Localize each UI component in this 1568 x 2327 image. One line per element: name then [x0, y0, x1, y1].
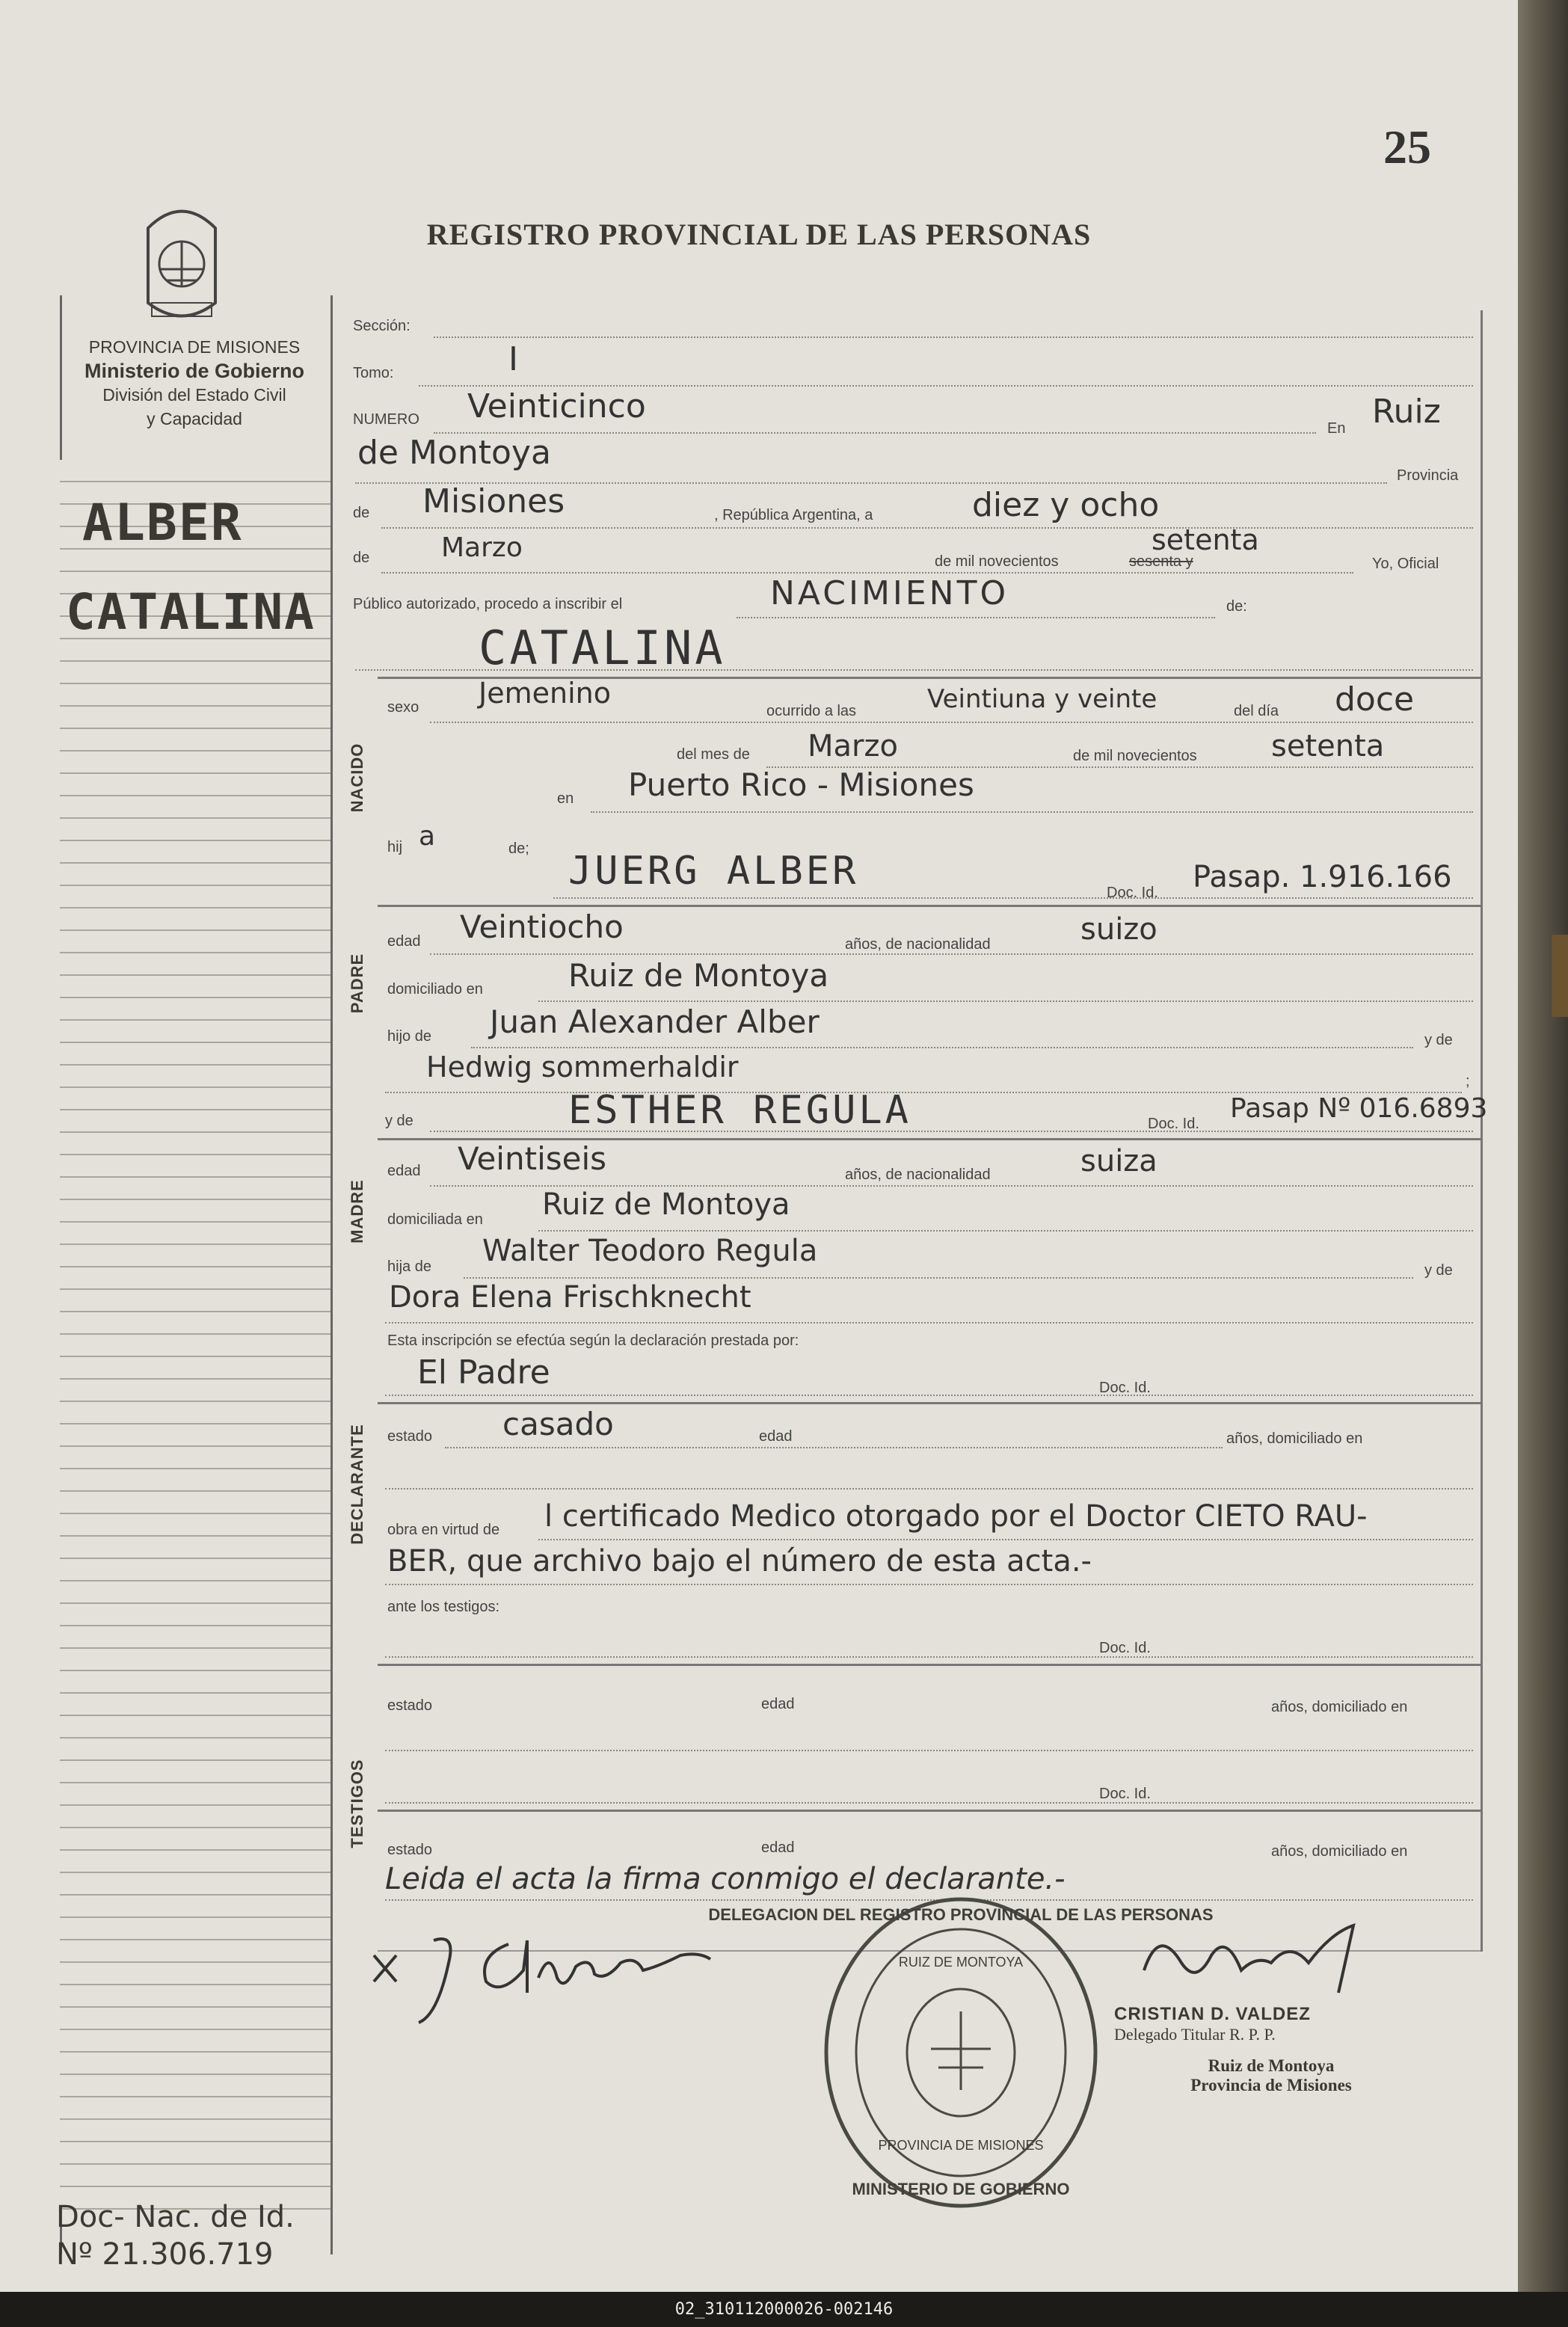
- ante-label: ante los testigos:: [387, 1599, 500, 1615]
- margin-rule-right: [330, 295, 333, 2254]
- division-label-2: y Capacidad: [147, 409, 242, 428]
- section-padre: PADRE: [348, 953, 366, 1014]
- y-de-label: y de: [1424, 1262, 1453, 1279]
- margin-ruled-lines: [60, 460, 330, 2225]
- madre-y-de-value: Dora Elena Frischknecht: [389, 1280, 751, 1315]
- tomo-label: Tomo:: [353, 365, 394, 381]
- padre-nac-value: suizo: [1080, 912, 1157, 947]
- acto-value: NACIMIENTO: [770, 574, 1009, 612]
- seal-inner-bottom: PROVINCIA DE MISIONES: [878, 2138, 1044, 2153]
- section-testigos: TESTIGOS: [348, 1759, 366, 1848]
- anos-nac-label: años, de nacionalidad: [845, 1166, 991, 1183]
- year-correction: setenta: [1152, 523, 1259, 556]
- anio-value: setenta: [1271, 729, 1385, 763]
- dotted-line: [464, 1277, 1413, 1279]
- dotted-line: [430, 722, 1473, 723]
- dotted-line: [553, 897, 1473, 899]
- seal-inner-top: RUIZ DE MONTOYA: [898, 1955, 1024, 1970]
- margin-surname: ALBER: [82, 494, 243, 553]
- province-crest-icon: [141, 198, 223, 325]
- estado-label: estado: [387, 1697, 433, 1714]
- madre-edad-value: Veintiseis: [458, 1140, 607, 1177]
- page-number: 25: [1383, 120, 1431, 173]
- section-rule: [378, 1664, 1481, 1666]
- domiciliada-label: domiciliada en: [387, 1211, 483, 1228]
- en-place-value: Ruiz: [1372, 393, 1441, 431]
- tomo-value: I: [508, 340, 518, 378]
- hora-value: Veintiuna y veinte: [927, 684, 1157, 714]
- numero-label: NUMERO: [353, 411, 419, 428]
- hijo-de-label: hijo de: [387, 1028, 431, 1045]
- dotted-line: [385, 1802, 1473, 1804]
- hija-de-label: hija de: [387, 1258, 431, 1275]
- dotted-line: [430, 1131, 1473, 1132]
- ocurrido-label: ocurrido a las: [766, 703, 857, 719]
- dotted-line: [445, 1447, 1223, 1448]
- binding-tab: [1552, 935, 1568, 1017]
- edad-label: edad: [761, 1696, 795, 1712]
- seccion-label: Sección:: [353, 318, 411, 334]
- declarante-value: El Padre: [417, 1353, 550, 1392]
- estado-label: estado: [387, 1428, 433, 1445]
- month-value: Marzo: [441, 532, 523, 563]
- dotted-line: [419, 385, 1473, 387]
- de-mil-nov-label: de mil novecientos: [1073, 748, 1197, 764]
- madre-nombre: ESTHER REGULA: [568, 1088, 911, 1133]
- madre-nac-value: suiza: [1080, 1144, 1157, 1178]
- de-label: de: [353, 505, 370, 521]
- registrar-province: Provincia de Misiones: [1190, 2076, 1352, 2094]
- registrar-place: Ruiz de Montoya: [1208, 2056, 1335, 2075]
- en-lower-label: en: [557, 790, 574, 807]
- lugar-value: Puerto Rico - Misiones: [628, 766, 974, 803]
- hij-suffix: a: [419, 821, 436, 852]
- madre-hija-de-value: Walter Teodoro Regula: [482, 1234, 818, 1268]
- republica-label: , República Argentina, a: [714, 507, 873, 523]
- margin-id-line1: Doc- Nac. de Id.: [56, 2200, 295, 2234]
- ministry-label: Ministerio de Gobierno: [84, 360, 305, 382]
- anos-dom-label: años, domiciliado en: [1226, 1430, 1363, 1447]
- de-mil-label: de mil novecientos: [935, 553, 1059, 570]
- declarant-signature-icon: [366, 1911, 733, 2038]
- obra-label: obra en virtud de: [387, 1522, 500, 1538]
- place-continued: de Montoya: [357, 434, 551, 472]
- sexo-label: sexo: [387, 699, 419, 716]
- doc-id-label: Doc. Id.: [1099, 1640, 1151, 1656]
- padre-y-de-value: Hedwig sommerhaldir: [426, 1051, 739, 1083]
- margin-id-note: [56, 2198, 295, 2273]
- doc-id-label: Doc. Id.: [1107, 885, 1158, 901]
- padre-nombre: JUERG ALBER: [568, 849, 859, 894]
- child-name: CATALINA: [479, 621, 726, 675]
- ministry-header: [45, 335, 344, 431]
- edad-label: edad: [759, 1428, 793, 1445]
- section-rule: [378, 905, 1481, 907]
- section-declarante: DECLARANTE: [348, 1424, 366, 1545]
- sexo-value: Jemenino: [479, 677, 611, 710]
- dotted-line: [381, 572, 1353, 574]
- y-de-label: y de: [1424, 1032, 1453, 1048]
- registrar-signature-icon: [1129, 1911, 1398, 2000]
- image-id-footer: 02_310112000026-002146: [0, 2292, 1568, 2327]
- provincia-value: Misiones: [422, 482, 565, 520]
- dotted-line: [434, 336, 1473, 338]
- de-semicolon-label: de;: [508, 840, 529, 857]
- semicolon: ;: [1466, 1073, 1470, 1089]
- padre-doc-value: Pasap. 1.916.166: [1193, 860, 1452, 894]
- dotted-line: [385, 1584, 1473, 1585]
- yo-oficial-label: Yo, Oficial: [1372, 556, 1439, 572]
- dotted-line: [381, 527, 1473, 529]
- hij-label: hij: [387, 839, 403, 855]
- dotted-line: [471, 1047, 1413, 1048]
- dia-value: doce: [1335, 680, 1415, 719]
- section-rule: [378, 1402, 1481, 1404]
- page-title: REGISTRO PROVINCIAL DE LAS PERSONAS: [426, 218, 1092, 251]
- edad-label: edad: [387, 1163, 421, 1179]
- dotted-line: [538, 1539, 1473, 1540]
- padre-edad-value: Veintiocho: [460, 909, 624, 945]
- edad-label: edad: [761, 1839, 795, 1856]
- dotted-line: [385, 1395, 1473, 1396]
- del-mes-label: del mes de: [677, 746, 750, 763]
- provincia-label: Provincia: [1397, 467, 1459, 484]
- year-struck: sesenta y: [1129, 553, 1193, 570]
- doc-id-label: Doc. Id.: [1099, 1380, 1151, 1396]
- dotted-line: [737, 617, 1215, 618]
- en-label: En: [1327, 420, 1346, 437]
- doc-id-label: Doc. Id.: [1148, 1116, 1199, 1132]
- closing-note: Leida el acta la firma conmigo el declarante.-: [385, 1862, 1066, 1896]
- dotted-line: [385, 1750, 1473, 1751]
- dotted-line: [355, 669, 1473, 671]
- madre-doc-value: Pasap Nº 016.6893: [1230, 1093, 1488, 1124]
- dotted-line: [538, 1000, 1473, 1002]
- book-binding: [1518, 0, 1568, 2292]
- y-de-label: y de: [385, 1113, 413, 1129]
- seal-bottom-text: MINISTERIO DE GOBIERNO: [852, 2180, 1070, 2198]
- dotted-line: [591, 811, 1473, 813]
- obra-line2: BER, que archivo bajo el número de esta acta.-: [387, 1544, 1092, 1579]
- anos-dom-label: años, domiciliado en: [1271, 1699, 1408, 1715]
- madre-dom-value: Ruiz de Montoya: [542, 1187, 790, 1222]
- edad-label: edad: [387, 933, 421, 950]
- anos-dom-label: años, domiciliado en: [1271, 1843, 1408, 1860]
- section-rule: [378, 1810, 1481, 1812]
- province-label: PROVINCIA DE MISIONES: [88, 337, 301, 357]
- inscripcion-label: Esta inscripción se efectúa según la declaración prestada por:: [387, 1332, 799, 1349]
- margin-given-name: CATALINA: [66, 583, 316, 641]
- form-right-rule: [1481, 310, 1483, 1952]
- mes-value: Marzo: [808, 729, 898, 763]
- de-colon-label: de:: [1226, 598, 1247, 615]
- decl-estado-value: casado: [502, 1406, 614, 1442]
- seal-outer-text: DELEGACION DEL REGISTRO PROVINCIAL DE LAS PERSONAS: [708, 1905, 1214, 1924]
- division-label: División del Estado Civil: [102, 385, 286, 405]
- dotted-line: [538, 1230, 1473, 1232]
- dotted-line: [385, 1656, 1473, 1658]
- dotted-line: [385, 1488, 1473, 1490]
- doc-id-label: Doc. Id.: [1099, 1786, 1151, 1802]
- padre-hijo-de-value: Juan Alexander Alber: [490, 1003, 820, 1040]
- del-dia-label: del día: [1234, 703, 1279, 719]
- registrar-block: [1114, 2004, 1428, 2095]
- dotted-line: [385, 1322, 1473, 1324]
- day-value: diez y ocho: [972, 486, 1160, 524]
- section-madre: MADRE: [348, 1179, 366, 1244]
- dotted-line: [430, 953, 1473, 955]
- dotted-line: [430, 1185, 1473, 1187]
- anos-nac-label: años, de nacionalidad: [845, 936, 991, 953]
- margin-id-line2: Nº 21.306.719: [56, 2237, 274, 2272]
- publico-label: Público autorizado, procedo a inscribir el: [353, 596, 623, 612]
- estado-label: estado: [387, 1842, 433, 1858]
- de-label: de: [353, 550, 370, 566]
- obra-line1: l certificado Medico otorgado por el Doctor CIETO RAU-: [544, 1499, 1368, 1534]
- section-nacido: NACIDO: [348, 743, 366, 813]
- domiciliado-label: domiciliado en: [387, 981, 483, 997]
- registrar-name: CRISTIAN D. VALDEZ: [1114, 2004, 1311, 2024]
- numero-value: Veinticinco: [467, 387, 646, 425]
- dotted-line: [434, 432, 1316, 434]
- padre-dom-value: Ruiz de Montoya: [568, 957, 829, 994]
- registrar-title: Delegado Titular R. P. P.: [1114, 2025, 1276, 2044]
